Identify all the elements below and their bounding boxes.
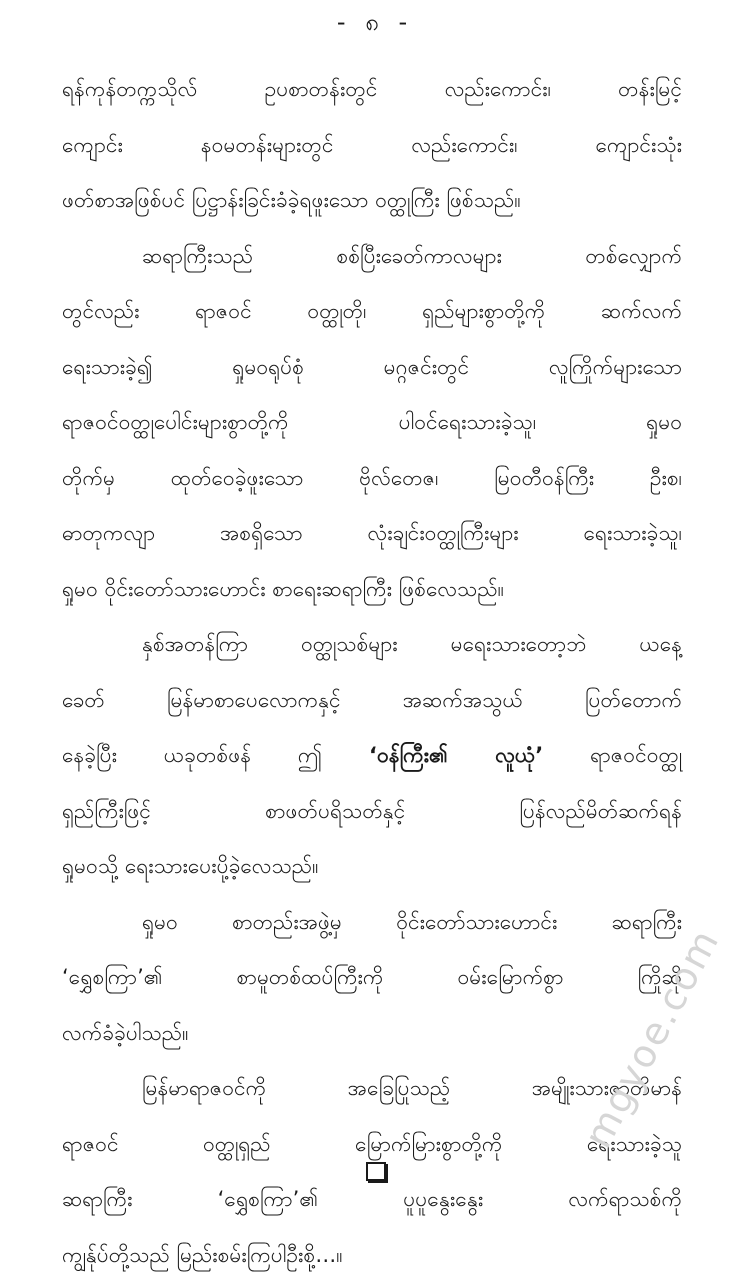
- text-segment: ရာဇဝင်ဝတ္ထု: [590, 743, 682, 767]
- text-segment: နေခဲ့ပြီး ယခုတစ်ဖန် ဤ: [62, 743, 322, 767]
- body-text: [62, 62, 682, 1283]
- text-line: ရှုမဝသို့ ရေးသားပေးပို့ခဲ့လေသည်။: [62, 839, 682, 895]
- page-number: - ၈ -: [0, 6, 750, 42]
- text-line: ‘ရွှေစကြာ’၏ စာမူတစ်ထပ်ကြီးကို ဝမ်းမြောက်စွာ ကြိုဆို: [62, 950, 682, 1006]
- text-line: ရှည်ကြီးဖြင့် စာဖတ်ပရိသတ်နှင့် ပြန်လည်မိတ်ဆက်ရန်: [62, 784, 682, 840]
- text-line: ဖတ်စာအဖြစ်ပင် ပြဋ္ဌာန်းခြင်းခံခဲ့ရဖူးသော ဝတ္ထုကြီး ဖြစ်သည်။: [62, 173, 682, 229]
- text-line: ရှုမဝ ဝိုင်းတော်သားဟောင်း စာရေးဆရာကြီး ဖြစ်လေသည်။: [62, 562, 682, 618]
- text-line: ဆရာကြီး ‘ရွှေစကြာ’၏ ပူပူနွေးနွေး လက်ရာသစ်ကို: [62, 1172, 682, 1228]
- paragraph-start-line: ဆရာကြီးသည် စစ်ပြီးခေတ်ကာလများ တစ်လျှောက်: [62, 229, 682, 285]
- watermark: mgyoe.com: [575, 921, 727, 1155]
- text-line: ရေးသားခဲ့၍ ရှုမဝရုပ်စုံ မဂ္ဂဇင်းတွင် လူကြိုက်များသော: [62, 340, 682, 396]
- text-line: ရန်ကုန်တက္ကသိုလ် ဥပစာတန်းတွင် လည်းကောင်း၊ တန်းမြင့်: [62, 62, 682, 118]
- text-line: ကျွန်ုပ်တို့သည် မြည်းစမ်းကြပါဦးစို့…။: [62, 1228, 682, 1283]
- paragraph-start-line: ရှုမဝ စာတည်းအဖွဲ့မှ ဝိုင်းတော်သားဟောင်း ဆရာကြီး: [62, 895, 682, 951]
- text-line: လက်ခံခဲ့ပါသည်။: [62, 1006, 682, 1062]
- text-line: ဓာတုကလျာ အစရှိသော လုံးချင်းဝတ္ထုကြီးများ ရေးသားခဲ့သူ၊: [62, 506, 682, 562]
- paragraph-start-line: မြန်မာရာဇဝင်ကို အခြေပြုသည့် အမျိုးသားဇာတိမာန်: [62, 1061, 682, 1117]
- end-of-section-square-icon: [366, 1162, 386, 1181]
- text-line: တွင်လည်း ရာဇဝင် ဝတ္ထုတို၊ ရှည်များစွာတို့ကို ဆက်လက်: [62, 284, 682, 340]
- text-line: ကျောင်း နဝမတန်းများတွင် လည်းကောင်း၊ ကျောင်းသုံး: [62, 118, 682, 174]
- text-line: တိုက်မှ ထုတ်ဝေခဲ့ဖူးသော ဗိုလ်တေဇ၊ မြဝတီဝန်ကြီး ဦးစ၊: [62, 451, 682, 507]
- text-line-with-title: [62, 728, 682, 784]
- text-line: ရာဇဝင်ဝတ္ထုပေါင်းများစွာတို့ကို ပါဝင်ရေးသားခဲ့သူ၊ ရှုမဝ: [62, 395, 682, 451]
- paragraph-start-line: နှစ်အတန်ကြာ ဝတ္ထုသစ်များ မရေးသားတော့ဘဲ ယနေ့: [62, 617, 682, 673]
- novel-title: ‘ဝန်ကြီး၏ လူယုံ’: [369, 743, 543, 767]
- text-line: ခေတ် မြန်မာစာပေလောကနှင့် အဆက်အသွယ် ပြတ်တောက်: [62, 673, 682, 729]
- text-line: ရာဇဝင် ဝတ္ထုရှည် မြောက်မြားစွာတို့ကို ရေးသားခဲ့သူ: [62, 1117, 682, 1173]
